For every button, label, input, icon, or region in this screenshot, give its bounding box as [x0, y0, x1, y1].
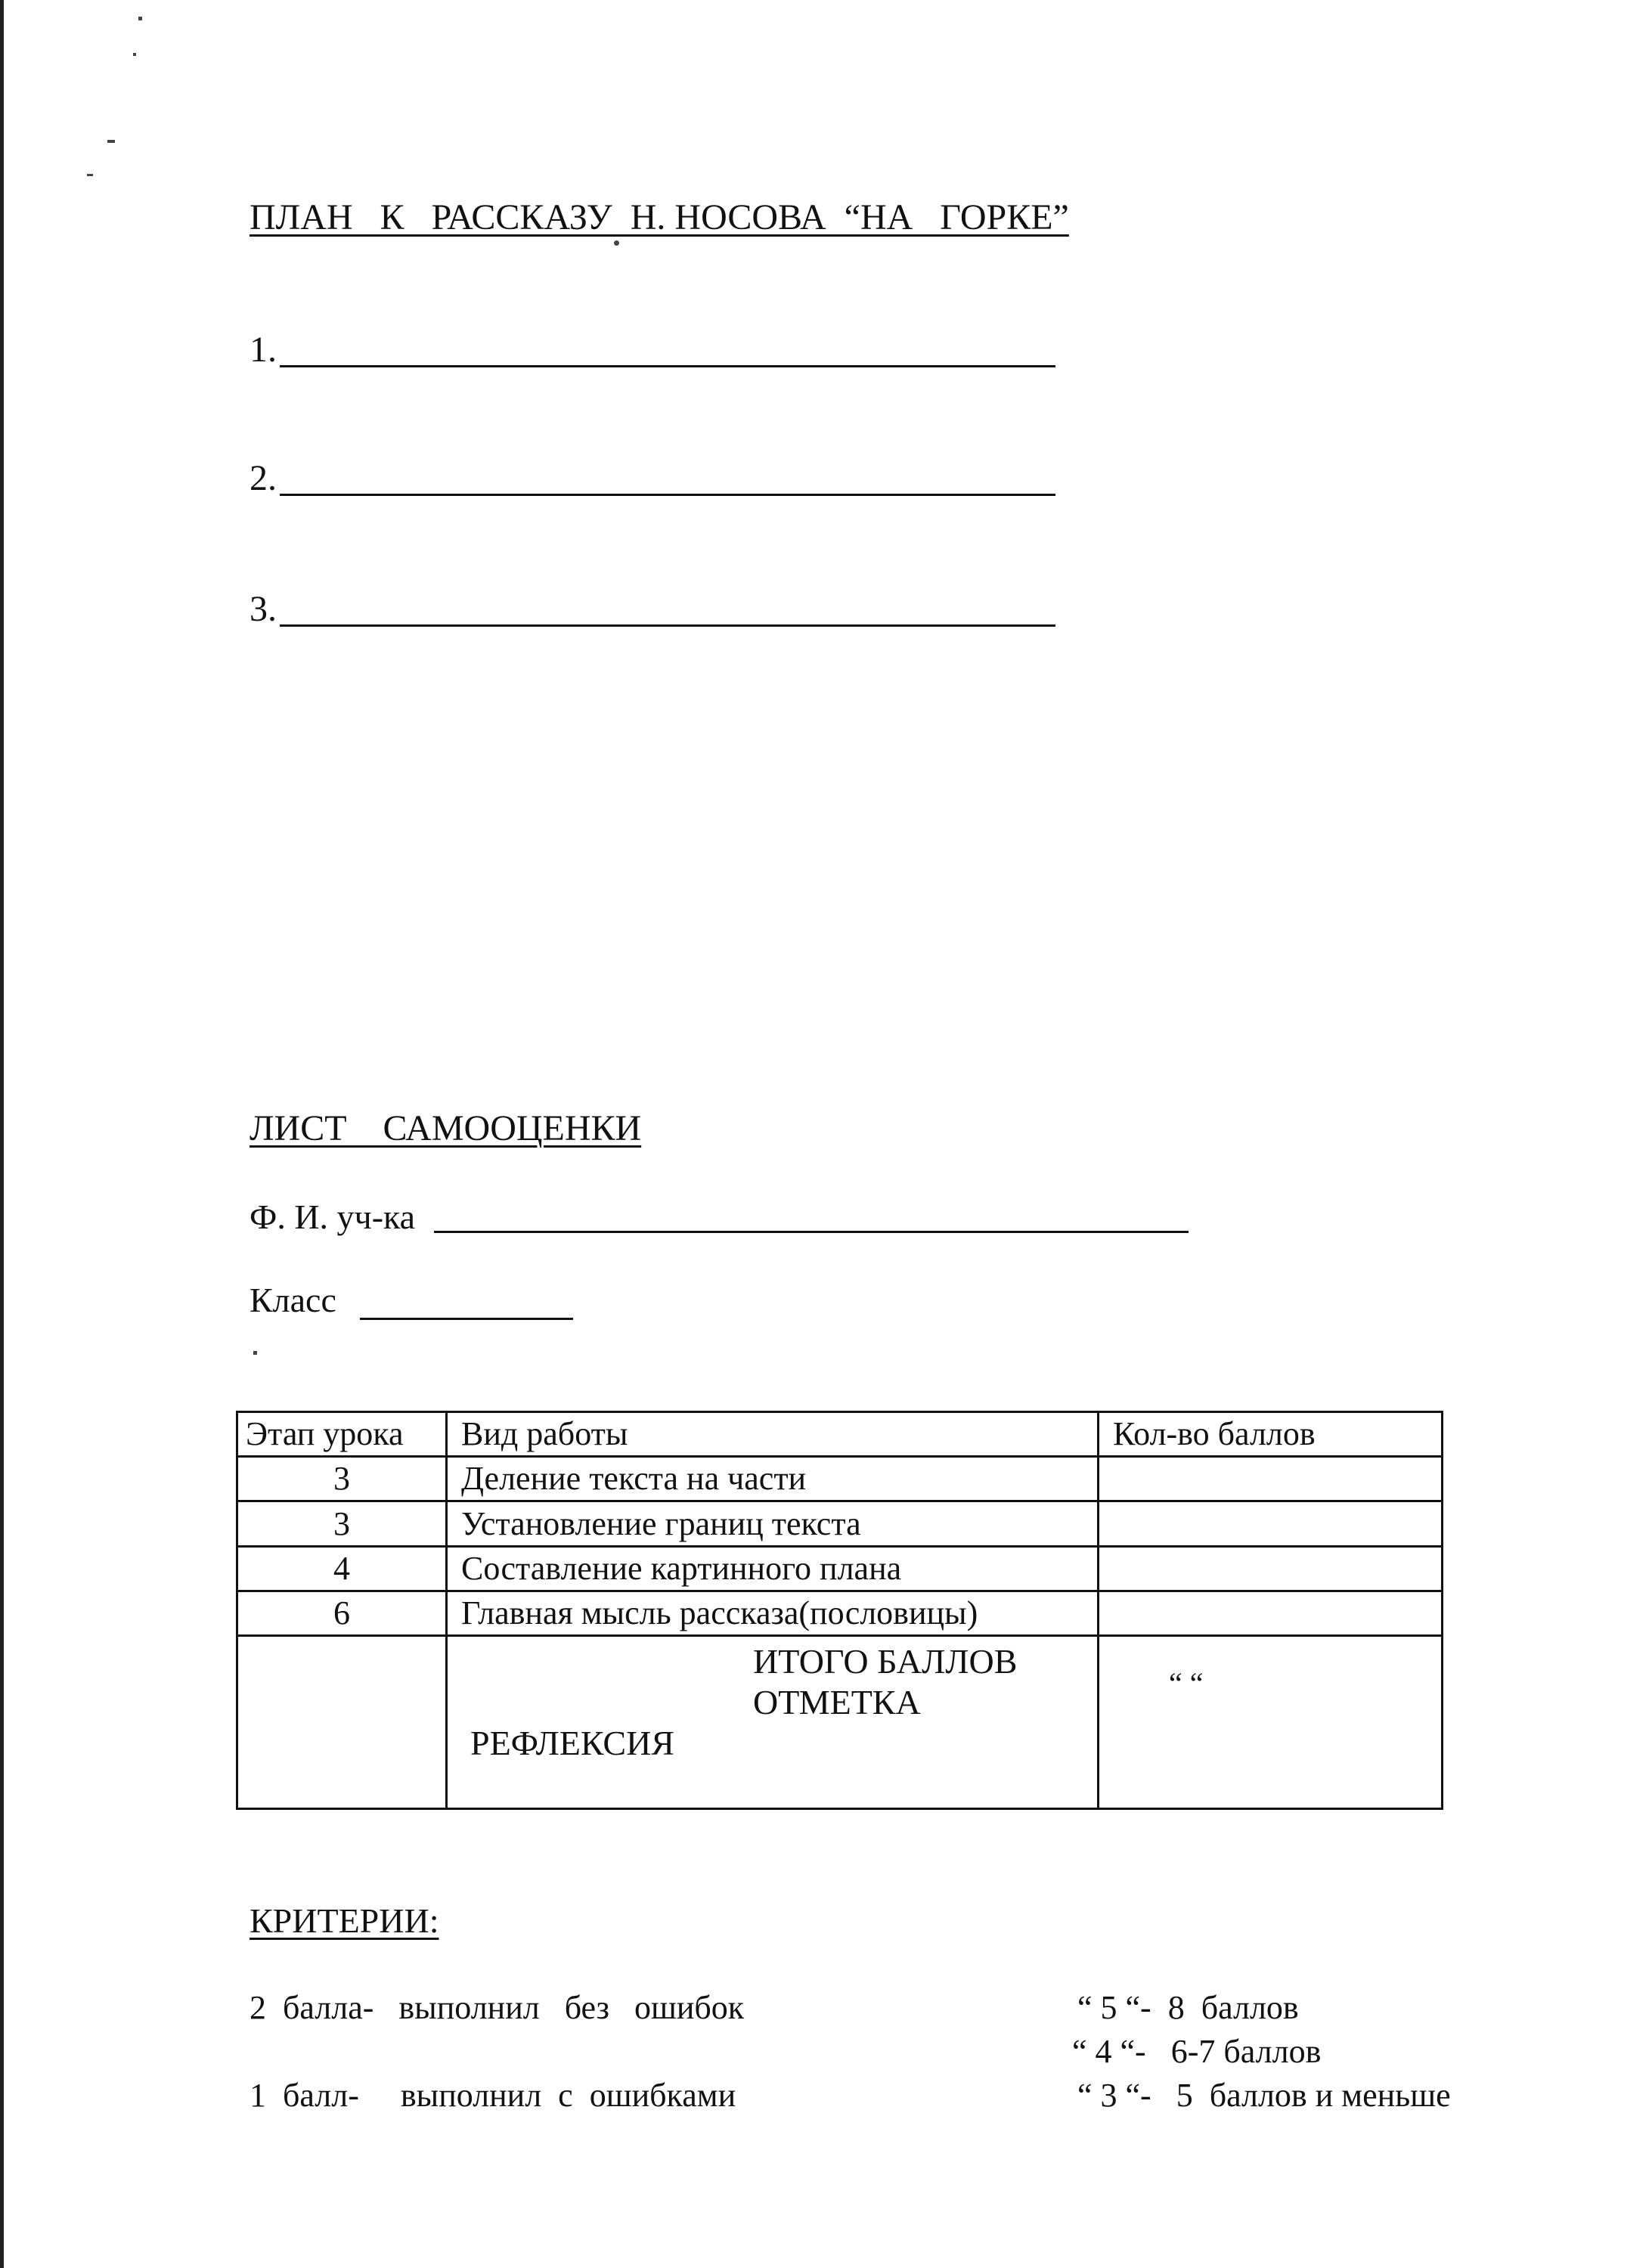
class-label: Класс [250, 1281, 336, 1319]
work-cell: Установление границ текста [447, 1501, 1099, 1546]
points-cell[interactable] [1099, 1457, 1443, 1501]
scan-speck [138, 17, 142, 20]
header-work: Вид работы [447, 1412, 1099, 1457]
plan-item-answer-line [280, 624, 1055, 627]
table-row [237, 1546, 1443, 1591]
stage-cell: 3 [237, 1457, 447, 1501]
header-stage: Этап урока [237, 1412, 447, 1457]
stage-cell: 4 [237, 1546, 447, 1591]
plan-item-number: 2. [250, 458, 277, 498]
scan-speck [87, 174, 93, 176]
plan-item-answer-line [280, 365, 1055, 367]
points-cell[interactable] [1099, 1591, 1443, 1635]
self-assessment-table [236, 1411, 1443, 1810]
total-labels-cell [447, 1636, 1099, 1809]
total-points-label: ИТОГО БАЛЛОВ [753, 1642, 1018, 1681]
scan-left-edge [0, 0, 4, 2268]
work-cell: Деление текста на части [447, 1457, 1099, 1501]
criteria-left-item: 1 балл- выполнил с ошибками [250, 2077, 736, 2114]
plan-item-answer-line [280, 494, 1055, 496]
criteria-left-item: 2 балла- выполнил без ошибок [250, 1989, 745, 2026]
scan-speck [253, 1351, 257, 1355]
reflection-label: РЕФЛЕКСИЯ [470, 1724, 674, 1763]
header-points: Кол-во баллов [1099, 1412, 1443, 1457]
criteria-right-item: “ 5 “- 8 баллов [1077, 1989, 1299, 2026]
table-row [237, 1457, 1443, 1501]
plan-item-number: 3. [250, 589, 277, 629]
class-line [360, 1318, 573, 1320]
stage-cell: 6 [237, 1591, 447, 1635]
plan-title: ПЛАН К РАССКАЗУ Н. НОСОВА “НА ГОРКЕ” [250, 197, 1069, 237]
total-empty-cell [237, 1636, 447, 1809]
scan-speck [614, 240, 619, 246]
stage-cell: 3 [237, 1501, 447, 1546]
points-cell[interactable] [1099, 1501, 1443, 1546]
points-cell[interactable] [1099, 1546, 1443, 1591]
criteria-title: КРИТЕРИИ: [250, 1901, 439, 1940]
criteria-right-item: “ 4 “- 6-7 баллов [1072, 2033, 1322, 2070]
grade-cell[interactable] [1099, 1636, 1443, 1809]
table-row [237, 1591, 1443, 1635]
table-total-row [237, 1636, 1443, 1809]
student-name-label: Ф. И. уч-ка [250, 1198, 416, 1236]
plan-item-number: 1. [250, 330, 277, 370]
work-cell: Главная мысль рассказа(пословицы) [447, 1591, 1099, 1635]
grade-value: “ “ [1169, 1666, 1204, 1701]
scan-speck [107, 140, 115, 143]
table-header-row [237, 1412, 1443, 1457]
sheet-title: ЛИСТ САМООЦЕНКИ [250, 1108, 642, 1148]
criteria-right-item: “ 3 “- 5 баллов и меньше [1077, 2077, 1451, 2114]
work-cell: Составление картинного плана [447, 1546, 1099, 1591]
student-name-line [434, 1231, 1189, 1233]
grade-label: ОТМЕТКА [753, 1683, 921, 1722]
table-row [237, 1501, 1443, 1546]
scan-speck [133, 53, 136, 56]
